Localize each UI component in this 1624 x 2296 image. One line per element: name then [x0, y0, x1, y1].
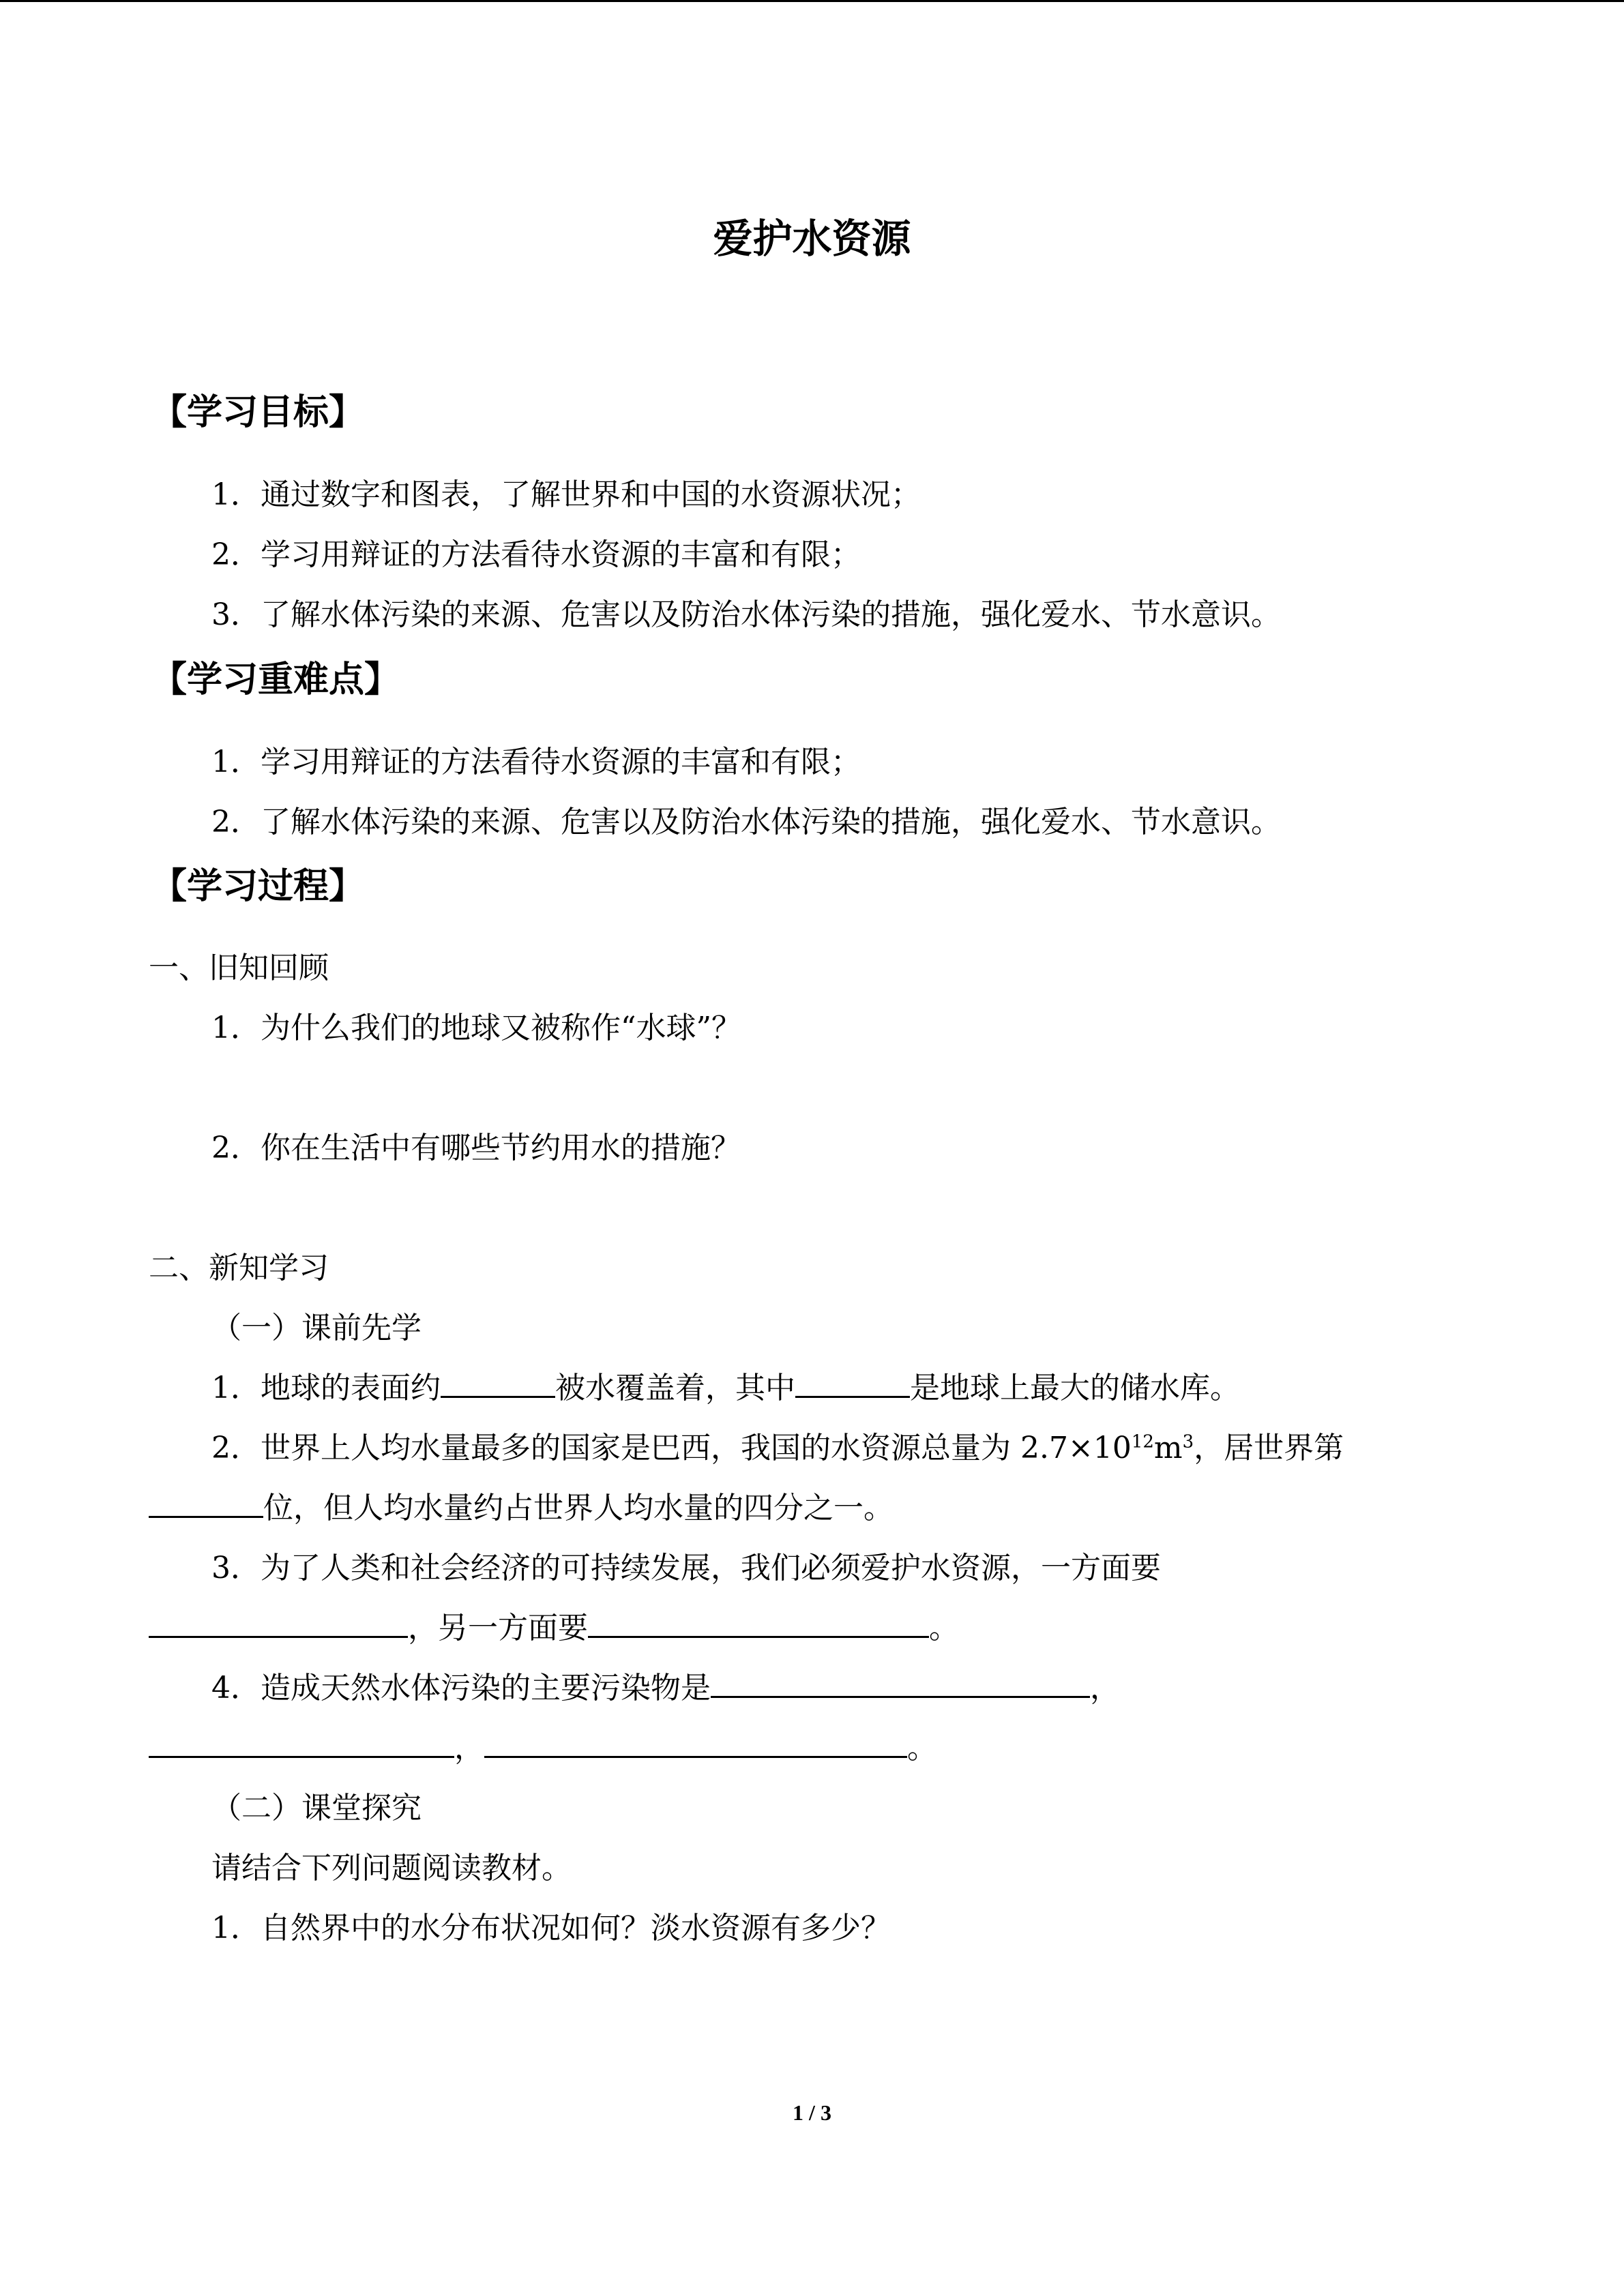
- pre-q4-text-d: 。: [907, 1731, 937, 1765]
- pre-study-title: （一）课前先学: [211, 1311, 422, 1345]
- blank-field[interactable]: [441, 1369, 555, 1398]
- goals-heading: 【学习目标】: [151, 392, 365, 433]
- pre-question-2-continued: [149, 1488, 894, 1529]
- pre-q4-text-c: ，: [454, 1731, 484, 1765]
- goal-item-1: 1．通过数字和图表，了解世界和中国的水资源状况；: [211, 477, 921, 512]
- class-question-1: 1．自然界中的水分布状况如何？淡水资源有多少？: [211, 1911, 891, 1945]
- blank-field[interactable]: [484, 1729, 907, 1758]
- review-question-1: 1．为什么我们的地球又被称作“水球”？: [211, 1011, 741, 1045]
- pre-q4-text-a: 4．造成天然水体污染的主要污染物是: [211, 1671, 711, 1705]
- review-title: 一、旧知回顾: [149, 951, 329, 985]
- page-number: 1 / 3: [793, 2100, 831, 2125]
- goal-item-2: 2．学习用辩证的方法看待水资源的丰富和有限；: [211, 537, 861, 572]
- pre-q3-text-b: ，另一方面要: [408, 1611, 588, 1645]
- pre-question-3-continued: [149, 1608, 959, 1649]
- exponent: 3: [1182, 1431, 1194, 1452]
- pre-q3-text-c: 。: [929, 1611, 959, 1645]
- blank-field[interactable]: [149, 1729, 454, 1758]
- top-border: [0, 0, 1624, 2]
- keypoint-item-1: 1．学习用辩证的方法看待水资源的丰富和有限；: [211, 745, 861, 779]
- pre-q4-text-b: ，: [1090, 1671, 1120, 1705]
- keypoints-heading: 【学习重难点】: [151, 659, 400, 700]
- new-learning-title: 二、新知学习: [149, 1251, 329, 1285]
- pre-q1-text-a: 1．地球的表面约: [211, 1371, 441, 1405]
- pre-q1-text-b: 被水覆盖着，其中: [555, 1371, 795, 1405]
- exponent: 12: [1131, 1431, 1154, 1452]
- pre-question-2: [211, 1428, 1344, 1469]
- pre-q1-text-c: 是地球上最大的储水库。: [910, 1371, 1240, 1405]
- review-question-2: 2．你在生活中有哪些节约用水的措施？: [211, 1131, 741, 1165]
- blank-field[interactable]: [711, 1669, 1090, 1698]
- keypoint-item-2: 2．了解水体污染的来源、危害以及防治水体污染的措施，强化爱水、节水意识。: [211, 805, 1281, 839]
- pre-question-1: [211, 1368, 1240, 1409]
- page-title: 爱护水资源: [713, 215, 911, 262]
- goal-item-3: 3．了解水体污染的来源、危害以及防治水体污染的措施，强化爱水、节水意识。: [211, 597, 1281, 632]
- blank-field[interactable]: [795, 1369, 910, 1398]
- blank-field[interactable]: [149, 1609, 408, 1638]
- pre-question-3: 3．为了人类和社会经济的可持续发展，我们必须爱护水资源，一方面要: [211, 1551, 1161, 1585]
- pre-q2-text-d: 位，但人均水量约占世界人均水量的四分之一。: [263, 1491, 894, 1525]
- blank-field[interactable]: [588, 1609, 929, 1638]
- pre-question-4-continued: [149, 1728, 937, 1769]
- blank-field[interactable]: [149, 1489, 263, 1518]
- class-study-intro: 请结合下列问题阅读教材。: [211, 1851, 572, 1885]
- pre-q2-unit: m: [1153, 1431, 1183, 1465]
- pre-q2-text-a: 2．世界上人均水量最多的国家是巴西，我国的水资源总量为 2.7×10: [211, 1431, 1132, 1465]
- pre-q2-text-c: ，居世界第: [1194, 1431, 1344, 1465]
- class-study-title: （二）课堂探究: [211, 1791, 422, 1825]
- pre-question-4: [211, 1668, 1120, 1709]
- process-heading: 【学习过程】: [151, 866, 365, 907]
